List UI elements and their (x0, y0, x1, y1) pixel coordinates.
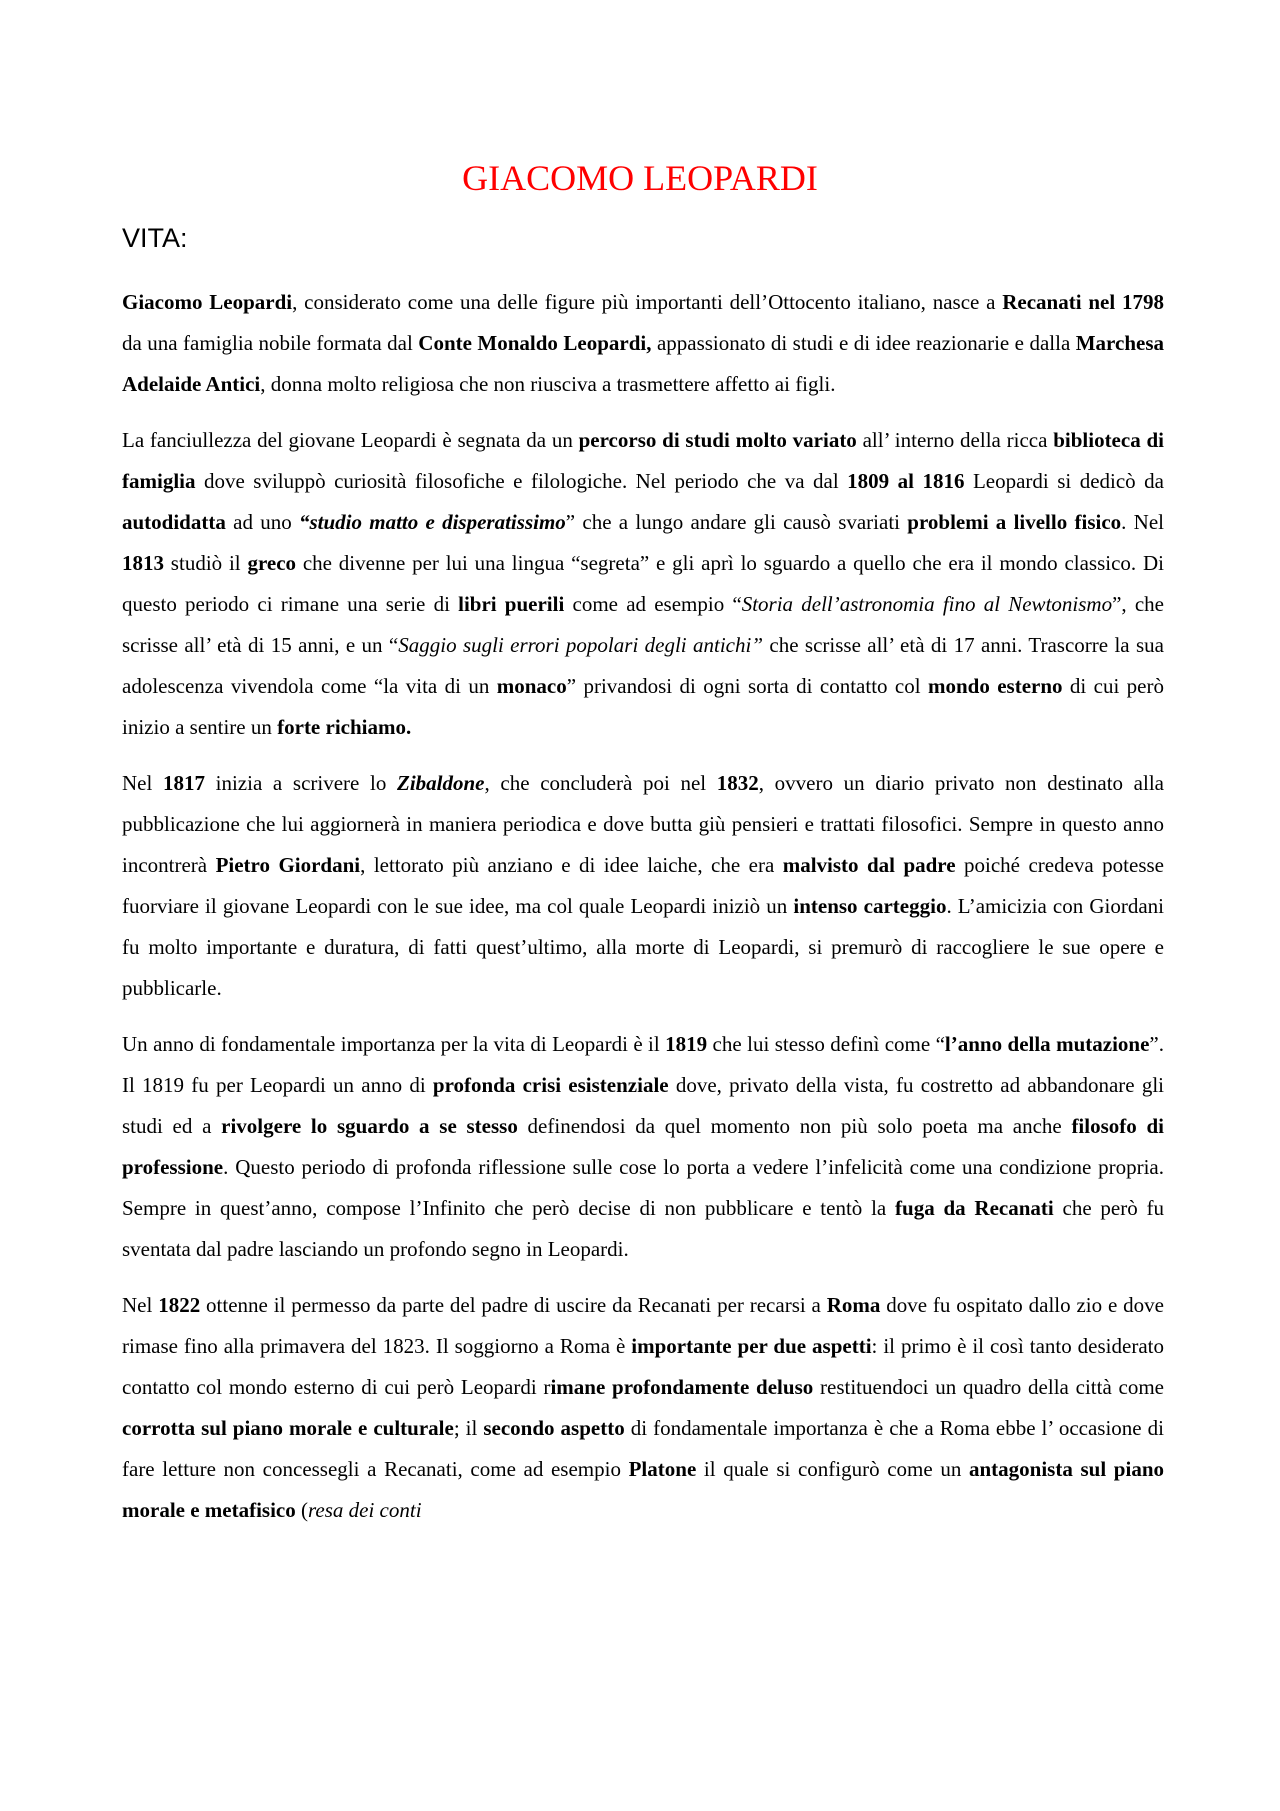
italic-text: resa dei conti (308, 1498, 422, 1522)
text-run: Nel (122, 771, 163, 795)
text-run: . Nel (1121, 510, 1164, 534)
text-run: , che concluderà poi nel (484, 771, 717, 795)
text-run: ad uno (225, 510, 299, 534)
bold-text: problemi a livello fisico (907, 510, 1122, 534)
text-run: definendosi da quel momento non più solo poeta ma anche (517, 1114, 1072, 1138)
italic-text: Storia dell’astronomia fino al Newtonismo (741, 592, 1113, 616)
bold-text: Roma (826, 1293, 881, 1317)
bold-text: filosofo di professione (122, 1114, 1164, 1179)
bold-text: mondo esterno (927, 674, 1063, 698)
bold-italic-text: Zibaldone (397, 771, 485, 795)
bold-italic-text: “studio matto e disperatissimo (298, 510, 566, 534)
document-body (122, 282, 1164, 1546)
text-run: che lui stesso definì come “ (707, 1032, 945, 1056)
bold-text: fuga da Recanati (895, 1196, 1054, 1220)
text-run: . L’amicizia con Giordani fu molto importante e duratura, di fatti quest’ultimo, alla morte di Leopardi, si premurò di raccogliere le sue opere e pubblicarle. (122, 894, 1164, 1000)
text-run: all’ interno della ricca (856, 428, 1054, 452)
text-run: ; il (453, 1416, 484, 1440)
bold-text: profonda crisi esistenziale (432, 1073, 669, 1097)
bold-text: l’anno della mutazione (944, 1032, 1150, 1056)
bold-text: 1817 (162, 771, 205, 795)
bold-text: 1822 (158, 1293, 201, 1317)
bold-text: Conte Monaldo Leopardi, (418, 331, 652, 355)
bold-text: 1819 (665, 1032, 708, 1056)
bold-text: antagonista sul piano morale e metafisico (122, 1457, 1165, 1522)
text-run: che però fu sventata dal padre lasciando un profondo segno in Leopardi. (122, 1196, 1164, 1261)
text-run: da una famiglia nobile formata dal (122, 331, 419, 355)
text-run: , considerato come una delle figure più importanti dell’Ottocento italiano, nasce a (292, 290, 1003, 314)
text-run: appassionato di studi e di idee reazionarie e dalla (651, 331, 1076, 355)
text-run: ” che a lungo andare gli causò svariati (565, 510, 908, 534)
bold-text: Pietro Giordani (215, 853, 361, 877)
bold-text: percorso di studi molto variato (578, 428, 857, 452)
bold-text: 1813 (122, 551, 164, 575)
text-run: poiché credeva potesse fuorviare il giovane Leopardi con le sue idee, ma col quale Leopardi iniziò un (122, 853, 1164, 918)
bold-text: monaco (496, 674, 567, 698)
text-run: La fanciullezza del giovane Leopardi è segnata da un (122, 428, 579, 452)
text-run: che scrisse all’ età di 17 anni. Trascorre la sua adolescenza vivendola come “la vita di un (122, 633, 1164, 698)
text-run: inizia a scrivere lo (204, 771, 397, 795)
text-run: ” privandosi di ogni sorta di contatto col (566, 674, 928, 698)
bold-text: 1832 (716, 771, 759, 795)
bold-text: Giacomo Leopardi (122, 290, 293, 314)
bold-text: forte richiamo. (277, 715, 412, 739)
text-run: . Questo periodo di profonda riflessione sulle cose lo porta a vedere l’infelicità come una condizione propria. Sempre in quest’anno, compose l’Infinito che però decise di non pubblicare e tentò la (122, 1155, 1164, 1220)
text-run: ”. Il 1819 fu per Leopardi un anno di (122, 1032, 1164, 1097)
text-run: Nel (122, 1293, 159, 1317)
bold-text: biblioteca di famiglia (122, 428, 1164, 493)
paragraph-3 (122, 763, 1164, 1009)
italic-text: Saggio sugli errori popolari degli antichi” (398, 633, 764, 657)
text-run: dove fu ospitato dallo zio e dove rimase fino alla primavera del 1823. Il soggiorno a Roma è (122, 1293, 1164, 1358)
bold-text: imane profondamente deluso (550, 1375, 814, 1399)
text-run: , ovvero un diario privato non destinato alla pubblicazione che lui aggiornerà in maniera periodica e dove butta giù pensieri e trattati filosofici. Sempre in questo anno incontrerà (122, 771, 1164, 877)
text-run: , lettorato più anziano e di idee laiche, che era (360, 853, 783, 877)
bold-text: autodidatta (122, 510, 226, 534)
bold-text: intenso carteggio (793, 894, 947, 918)
text-run: restituendoci un quadro della città come (813, 1375, 1165, 1399)
bold-text: Marchesa Adelaide Antici (122, 331, 1164, 396)
text-run: ( (295, 1498, 309, 1522)
paragraph-1 (122, 282, 1164, 405)
section-heading-vita: VITA: (122, 223, 188, 253)
text-run: come ad esempio “ (564, 592, 742, 616)
text-run: che divenne per lui una lingua “segreta” e gli aprì lo sguardo a quello che era il mondo classico. Di questo periodo ci rimane una serie di (122, 551, 1164, 616)
text-run: , donna molto religiosa che non riusciva a trasmettere affetto ai figli. (260, 372, 836, 396)
bold-text: greco (247, 551, 297, 575)
bold-text: 1809 al 1816 (847, 469, 965, 493)
bold-text: secondo aspetto (483, 1416, 625, 1440)
paragraph-5 (122, 1285, 1164, 1531)
text-run: di fondamentale importanza è che a Roma ebbe l’ occasione di fare letture non concessegli a Recanati, come ad esempio (122, 1416, 1164, 1481)
bold-text: corrotta sul piano morale e culturale (122, 1416, 454, 1440)
text-run: dove, privato della vista, fu costretto ad abbandonare gli studi ed a (122, 1073, 1164, 1138)
text-run: il quale si configurò come un (696, 1457, 969, 1481)
document-title: GIACOMO LEOPARDI (462, 158, 818, 198)
bold-text: importante per due aspetti (631, 1334, 872, 1358)
bold-text: Recanati nel 1798 (1002, 290, 1164, 314)
bold-text: malvisto dal padre (782, 853, 956, 877)
text-run: ottenne il permesso da parte del padre di uscire da Recanati per recarsi a (200, 1293, 827, 1317)
bold-text: libri puerili (458, 592, 565, 616)
bold-text: rivolgere lo sguardo a se stesso (221, 1114, 518, 1138)
text-run: : il primo è il così tanto desiderato contatto col mondo esterno di cui però Leopardi r (122, 1334, 1164, 1399)
paragraph-2 (122, 420, 1164, 748)
text-run: dove sviluppò curiosità filosofiche e filologiche. Nel periodo che va dal (195, 469, 848, 493)
text-run: di cui però inizio a sentire un (122, 674, 1164, 739)
text-run: Leopardi si dedicò da (964, 469, 1164, 493)
text-run: Un anno di fondamentale importanza per la vita di Leopardi è il (122, 1032, 666, 1056)
paragraph-4 (122, 1024, 1164, 1270)
bold-text: Platone (628, 1457, 697, 1481)
text-run: ”, che scrisse all’ età di 15 anni, e un “ (122, 592, 1164, 657)
text-run: studiò il (164, 551, 248, 575)
